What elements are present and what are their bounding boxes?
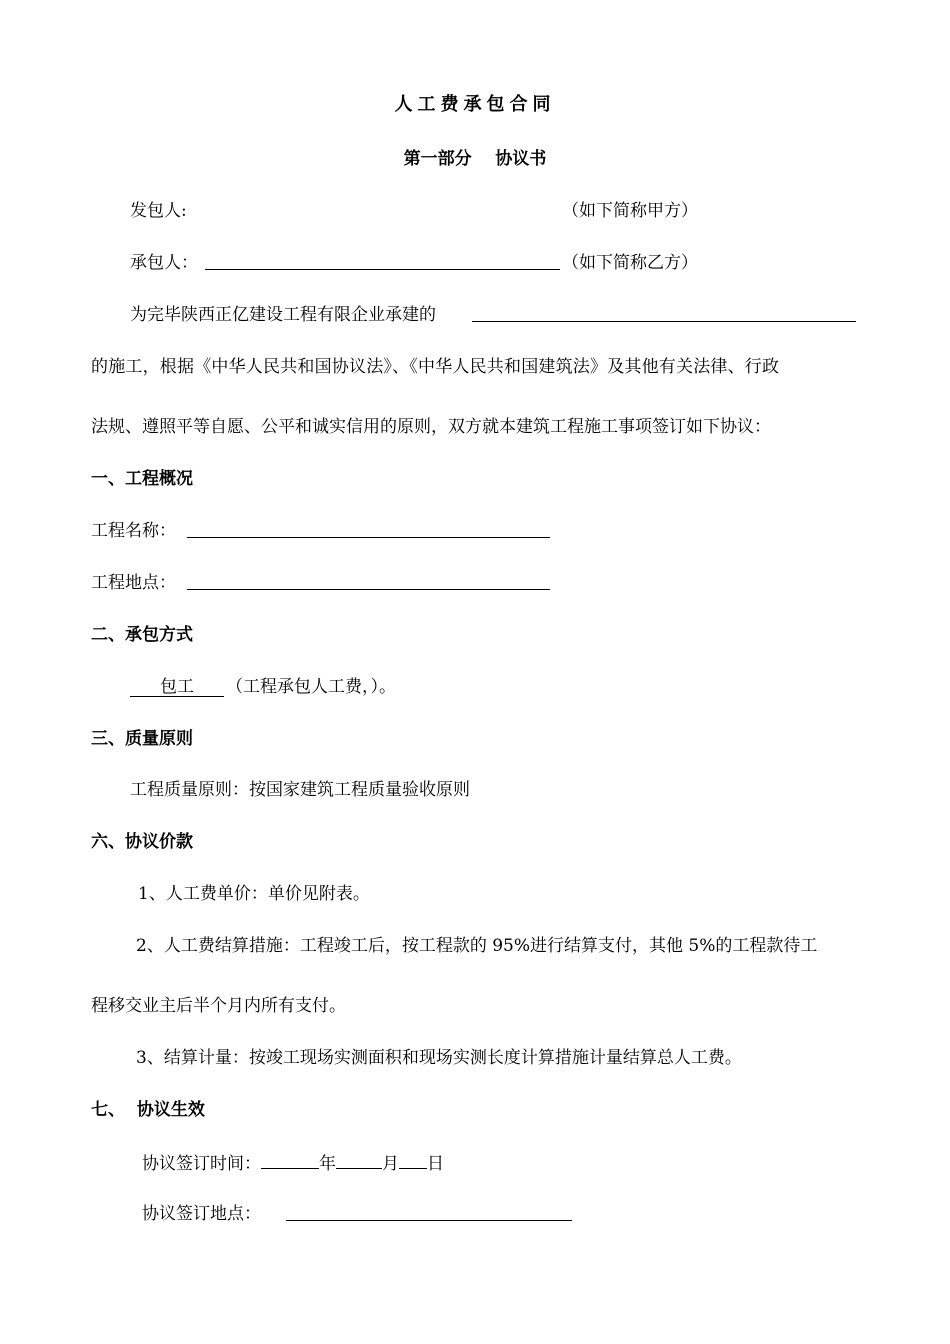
year-blank: [261, 1151, 319, 1169]
intro-line-2: 的施工，根据《中华人民共和国协议法》、《中华人民共和国建筑法》及其他有关法律、行政: [91, 357, 780, 377]
project-blank: [472, 304, 856, 328]
contract-mode-value: 包工: [130, 676, 224, 697]
document-title: 人工费承包合同: [394, 94, 556, 115]
sign-place-blank: [286, 1203, 572, 1227]
heading-project-overview: 一、工程概况: [91, 469, 193, 489]
project-location-label: 工程地点：: [91, 573, 176, 593]
price-item-1: 1、人工费单价：单价见附表。: [138, 884, 370, 904]
price-item-2-line-1: 2、人工费结算措施：工程竣工后，按工程款的 95%进行结算支付，其他 5%的工程款待工: [136, 936, 818, 956]
contractor-label: 承包人：: [130, 253, 198, 273]
heading-contract-effect: 七、 协议生效: [91, 1100, 205, 1120]
intro-line-3: 法规、遵照平等自愿、公平和诚实信用的原则，双方就本建筑工程施工事项签订如下协议：: [91, 417, 771, 437]
contract-mode-note: （工程承包人工费，）。: [226, 677, 396, 697]
employer-note: （如下简称甲方）: [562, 201, 698, 221]
project-name-label: 工程名称：: [91, 521, 176, 541]
heading-contract-mode: 二、承包方式: [91, 625, 193, 645]
heading-quality-standard: 三、质量原则: [91, 729, 193, 749]
day-label: 日: [427, 1154, 444, 1174]
sign-time-row: [142, 1151, 444, 1175]
heading-contract-price: 六、协议价款: [91, 832, 193, 852]
day-blank: [399, 1151, 427, 1169]
section-subtitle: 第一部分 协议书: [403, 149, 547, 169]
contractor-note: （如下简称乙方）: [562, 253, 698, 273]
price-item-3: 3、结算计量：按竣工现场实测面积和现场实测长度计算措施计量结算总人工费。: [136, 1048, 742, 1068]
quality-text: 工程质量原则：按国家建筑工程质量验收原则: [130, 780, 470, 800]
sign-time-label: 协议签订时间：: [142, 1154, 261, 1174]
project-location-blank: [187, 572, 550, 596]
sign-place-label: 协议签订地点：: [142, 1204, 261, 1224]
project-name-blank: [187, 520, 550, 544]
price-item-2-line-2: 程移交业主后半个月内所有支付。: [91, 996, 346, 1016]
employer-label: 发包人:: [130, 201, 187, 221]
intro-line-1: 为完毕陕西正亿建设工程有限企业承建的: [130, 305, 436, 325]
contract-mode-blank: [130, 676, 224, 698]
month-blank: [336, 1151, 382, 1169]
contractor-blank: [205, 252, 560, 276]
month-label: 月: [382, 1154, 399, 1174]
year-label: 年: [319, 1154, 336, 1174]
